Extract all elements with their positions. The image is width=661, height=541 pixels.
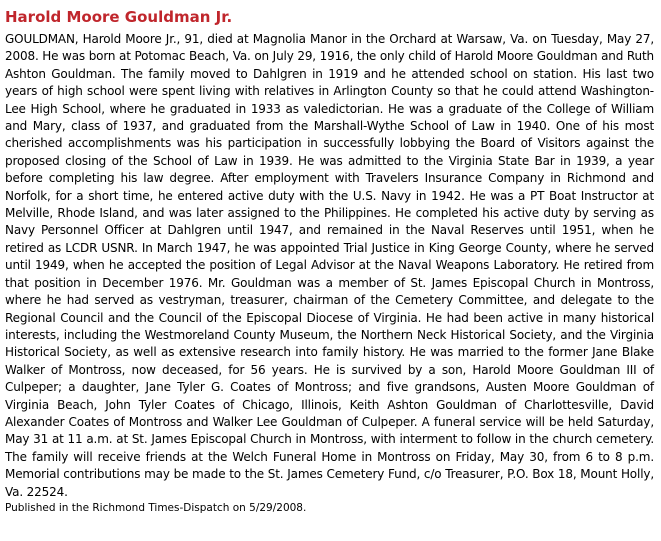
publication-note: Published in the Richmond Times-Dispatch on 5/29/2008. [5, 501, 307, 514]
obituary-title: Harold Moore Gouldman Jr. [5, 8, 233, 26]
obituary-body: GOULDMAN, Harold Moore Jr., 91, died at Magnolia Manor in the Orchard at Warsaw, Va. on Tuesday, May 27, 2008. He was born at Potomac Beach, Va. on July 29, 1916, the only child of Harold Moore Gouldman and Ruth Ashton Gouldman. The family moved to Dahlgren in 1919 and he attended school on station. His last two years of high school were spent living with relatives in Arlington County so that he could attend Washington-Lee High School, where he graduated in 1933 as valedictorian. He was a graduate of the College of William and Mary, class of 1937, and graduated from the Marshall-Wythe School of Law in 1940. One of his most cherished accomplishments was his participation in successfully lobbying the Board of Visitors against the proposed closing of the School of Law in 1939. He was admitted to the Virginia State Bar in 1939, a year before completing his law degree. After employment with Travelers Insurance Company in Richmond and Norfolk, for a short time, he entered active duty with the U.S. Navy in 1942. He was a PT Boat Instructor at Melville, Rhode Island, and was later assigned to the Philippines. He completed his active duty by serving as Navy Personnel Officer at Dahlgren until 1947, and remained in the Naval Reserves until 1951, when he retired as LCDR USNR. In March 1947, he was appointed Trial Justice in King George County, where he served until 1949, when he accepted the position of Legal Advisor at the Naval Weapons Laboratory. He retired from that position in December 1976. Mr. Gouldman was a member of St. James Episcopal Church in Montross, where he had served as vestryman, treasurer, chairman of the Cemetery Committee, and delegate to the Regional Council and the Council of the Episcopal Diocese of Virginia. He had been active in many historical interests, including the Westmoreland County Museum, the Northern Neck Historical Society, and the Virginia Historical Society, as well as extensive research into family history. He was married to the former Jane Blake Walker of Montross, now deceased, for 56 years. He is survived by a son, Harold Moore Gouldman III of Culpeper; a daughter, Jane Tyler G. Coates of Montross; and five grandsons, Austen Moore Gouldman of Virginia Beach, John Tyler Coates of Chicago, Illinois, Keith Ashton Gouldman of Charlottesville, David Alexander Coates of Montross and Walker Lee Gouldman of Culpeper. A funeral service will be held Saturday, May 31 at 11 a.m. at St. James Episcopal Church in Montross, with interment to follow in the church cemetery. The family will receive friends at the Welch Funeral Home in Montross on Friday, May 30, from 6 to 8 p.m. Memorial contributions may be made to the St. James Cemetery Fund, c/o Treasurer, P.O. Box 18, Mount Holly, Va. 22524. [5, 32, 654, 499]
